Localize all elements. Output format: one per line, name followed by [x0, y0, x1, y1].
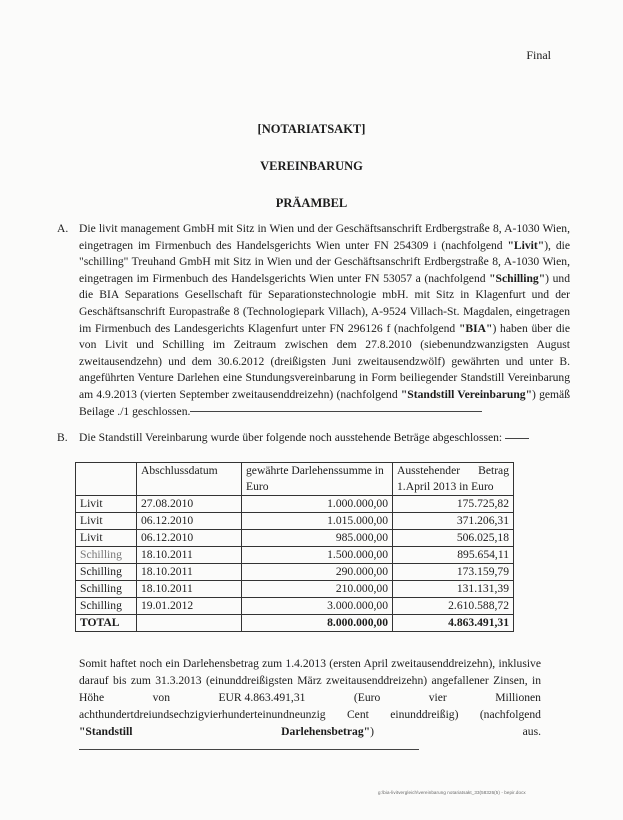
table-row: [76, 581, 514, 598]
cell-granted: 290.000,00: [242, 564, 393, 581]
section-a-text: [79, 221, 570, 420]
header-cell-outstanding: [393, 463, 514, 496]
amount: EUR 4.863.491,31: [218, 691, 306, 704]
cell-granted: 3.000.000,00: [242, 598, 393, 615]
text-run: Die livit management GmbH mit Sitz in Wien und der Geschäftsanschrift Erdbergstraße 8, A-1030 Wien, eingetragen im Firmenbuch des Handelsgerichts Wien unter FN 254309 i (nachfolgend: [79, 222, 570, 252]
summary-line: [79, 723, 541, 757]
cell-outstanding: 506.025,18: [393, 530, 514, 547]
table-row: [76, 530, 514, 547]
section-b-marker: B.: [57, 431, 68, 444]
word: achthundertdreiundsechzigvierhunderteinundneunzig: [79, 708, 326, 721]
word: (Euro: [353, 691, 381, 704]
cell-outstanding: 895.654,11: [393, 547, 514, 564]
table-row: [76, 513, 514, 530]
table-header-row: [76, 463, 514, 496]
cell-total-label: TOTAL: [76, 615, 137, 632]
text-run: Die Standstill Vereinbarung wurde über folgende noch ausstehende Beträge abgeschlossen:: [79, 431, 503, 444]
cell-party: Schilling: [76, 564, 137, 581]
cell-date: 27.08.2010: [137, 496, 242, 513]
fill-line: [190, 411, 482, 412]
header-text: Ausstehender: [397, 464, 461, 477]
document-path-footer: g:\bia-livitvergleich\vereinbarung notariatsakt_33(58326(5) - bepir.docx: [378, 790, 526, 795]
word: Höhe: [79, 691, 105, 704]
summary-line: [79, 689, 541, 706]
section-a: [57, 221, 570, 420]
agreement-title: VEREINBARUNG: [260, 159, 363, 173]
word: (nachfolgend: [479, 708, 541, 721]
loans-table: [75, 462, 514, 632]
cell-outstanding: 131.131,39: [393, 581, 514, 598]
defined-term-schilling: "Schilling": [489, 271, 546, 285]
fill-line: [505, 438, 529, 439]
defined-term-standstill-amount: "Standstill Darlehensbetrag": [79, 725, 371, 738]
summary-paragraph: [79, 655, 541, 757]
cell-total-granted: 8.000.000,00: [242, 615, 393, 632]
fill-line: [79, 749, 419, 750]
cell-date: 18.10.2011: [137, 564, 242, 581]
table-row: [76, 547, 514, 564]
text-run: ), die "schilling" Treuhand GmbH mit Sitz in Wien und der Geschäftsanschrift Erdbergstraße 8, A-1030 Wien, eingetragen im Firmenbuch des Handelsgerichts Wien unter FN 53057 a (nachfolgend: [79, 238, 570, 285]
table-row: [76, 496, 514, 513]
section-b-text: [79, 430, 570, 447]
cell-party: Schilling: [76, 547, 137, 564]
summary-line: darauf bis zum 31.3.2013 (einunddreißigsten März zweitausenddreizehn) angefallener Zinsen, in: [79, 674, 541, 687]
cell-party: Livit: [76, 513, 137, 530]
defined-term-livit: "Livit": [507, 238, 545, 252]
cell-date: 06.12.2010: [137, 513, 242, 530]
cell-date: 06.12.2010: [137, 530, 242, 547]
cell-granted: 210.000,00: [242, 581, 393, 598]
text-run: ) und die BIA Separations Gesellschaft für Separationstechnologie mbH. mit Sitz in Klagenfurt und der Geschäftsanschrift Europastraße 8 (Technologiepark Villach), A-9524 Villach-St. Magdalen, eingetragen im Firmenbuch des Landesgerichts Klagenfurt unter FN 296126 f (nachfolgend: [79, 271, 570, 335]
table-row: [76, 564, 514, 581]
status-label: Final: [526, 48, 551, 62]
cell-total-date: [137, 615, 242, 632]
cell-date: 18.10.2011: [137, 581, 242, 598]
section-b: [57, 430, 570, 447]
section-a-marker: A.: [57, 222, 69, 235]
word: einunddreißig): [390, 708, 459, 721]
cell-outstanding: 371.206,31: [393, 513, 514, 530]
cell-party: Schilling: [76, 581, 137, 598]
cell-granted: 1.000.000,00: [242, 496, 393, 513]
summary-line: Somit haftet noch ein Darlehensbetrag zum 1.4.2013 (ersten April zweitausenddreizehn), inklusive: [79, 657, 541, 670]
defined-term-standstill: "Standstill Vereinbarung": [400, 387, 533, 401]
cell-date: 19.01.2012: [137, 598, 242, 615]
table-row: [76, 598, 514, 615]
text-run: ) gemäß Beilage ./1 geschlossen.: [79, 387, 570, 418]
header-cell-granted: gewährte Darlehenssumme in Euro: [242, 463, 393, 496]
header-text: 1.April 2013 in Euro: [397, 480, 494, 493]
cell-granted: 1.500.000,00: [242, 547, 393, 564]
header-cell-date: Abschlussdatum: [137, 463, 242, 496]
cell-outstanding: 175.725,82: [393, 496, 514, 513]
cell-date: 18.10.2011: [137, 547, 242, 564]
preamble-title: PRÄAMBEL: [275, 196, 348, 210]
defined-term-bia: "BIA": [458, 321, 493, 335]
cell-granted: 985.000,00: [242, 530, 393, 547]
cell-granted: 1.015.000,00: [242, 513, 393, 530]
cell-party: Livit: [76, 530, 137, 547]
cell-party: Livit: [76, 496, 137, 513]
cell-party: Schilling: [76, 598, 137, 615]
cell-outstanding: 173.159,79: [393, 564, 514, 581]
word: Cent: [346, 708, 369, 721]
word: von: [152, 691, 170, 704]
header-cell-party: [76, 463, 137, 496]
summary-line: [79, 706, 541, 723]
table-total-row: [76, 615, 514, 632]
header-text: Betrag: [478, 464, 509, 477]
notary-title: [NOTARIATSAKT]: [257, 122, 366, 136]
text-run: ) haben über die von Livit und Schilling im Zeitraum zwischen dem 27.8.2010 (siebenundzwanzigsten August zweitausendzehn) und dem 30.6.2012 (dreißigsten Juni zweitausendzwölf) gewährten und unter B. angeführten Venture Darlehen eine Stundungsvereinbarung in Form beiliegender Standstill Vereinbarung am 4.9.2013 (vierten September zweitausenddreizehn) (nachfolgend: [79, 321, 570, 401]
cell-outstanding: 2.610.588,72: [393, 598, 514, 615]
cell-total-outstanding: 4.863.491,31: [393, 615, 514, 632]
word: Millionen: [495, 691, 541, 704]
text-run: ) aus.: [370, 725, 541, 738]
word: vier: [428, 691, 447, 704]
